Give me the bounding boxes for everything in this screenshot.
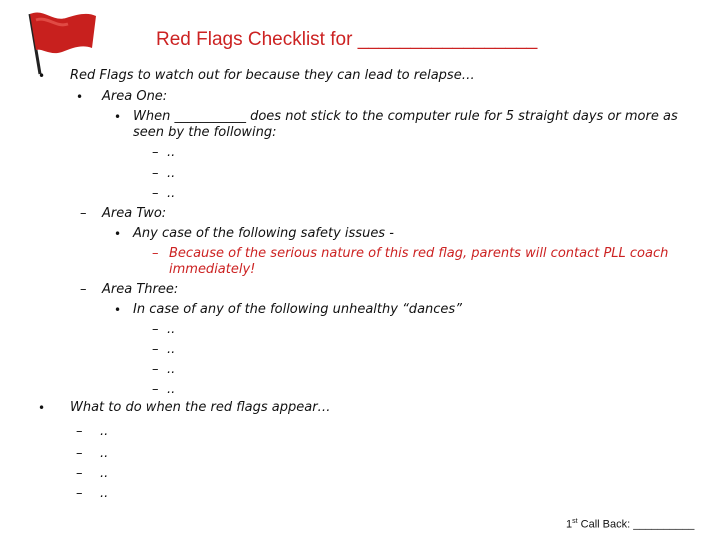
- area-three-item: ..: [167, 362, 176, 377]
- red-flag-icon: [22, 8, 102, 76]
- area-three-label: Area Three:: [102, 282, 179, 297]
- page-title: [156, 29, 537, 51]
- dash-icon: –: [152, 342, 159, 357]
- what-to-do-item: ..: [100, 486, 109, 501]
- dash-icon: –: [152, 166, 159, 181]
- area-three-item: ..: [167, 342, 176, 357]
- area-three-item: ..: [167, 322, 176, 337]
- bullet-icon: •: [114, 227, 122, 241]
- area-two-safety: Any case of the following safety issues -: [133, 226, 394, 241]
- area-two-label: Area Two:: [102, 206, 167, 221]
- dash-icon: –: [80, 282, 87, 297]
- dash-icon: –: [152, 145, 159, 160]
- title-text: Red Flags Checklist for: [156, 29, 358, 50]
- area-one-item: ..: [167, 145, 176, 160]
- intro-text: Red Flags to watch out for because they can lead to relapse…: [70, 68, 475, 83]
- area-one-item: ..: [167, 166, 176, 181]
- bullet-icon: •: [38, 401, 46, 415]
- dash-icon: –: [152, 362, 159, 377]
- what-to-do-item: ..: [100, 466, 109, 481]
- callback-label: Call Back: __________: [577, 518, 695, 531]
- bullet-icon: •: [114, 110, 122, 124]
- callback-ordinal: st: [572, 518, 578, 525]
- area-two-warning-line1: Because of the serious nature of this red flag, parents will contact PLL coach: [169, 246, 669, 261]
- dash-icon: –: [152, 186, 159, 201]
- dash-icon: –: [152, 246, 159, 261]
- dash-icon: –: [152, 322, 159, 337]
- area-one-label: Area One:: [102, 89, 168, 104]
- callback-field: [566, 518, 694, 531]
- dash-icon: –: [76, 466, 83, 481]
- area-one-rule-line1: When ___________ does not stick to the computer rule for 5 straight days or more as: [133, 109, 678, 124]
- area-three-item: ..: [167, 382, 176, 397]
- area-one-item: ..: [167, 186, 176, 201]
- callback-number: 1: [566, 518, 573, 531]
- dash-icon: –: [76, 424, 83, 439]
- dash-icon: –: [76, 446, 83, 461]
- area-two-warning-line2: immediately!: [169, 262, 256, 277]
- area-three-dances: In case of any of the following unhealthy “dances”: [133, 302, 462, 317]
- what-to-do-item: ..: [100, 446, 109, 461]
- bullet-icon: •: [38, 69, 46, 83]
- bullet-icon: •: [114, 303, 122, 317]
- bullet-icon: •: [76, 90, 84, 104]
- area-one-rule-line2: seen by the following:: [133, 125, 277, 140]
- what-to-do-item: ..: [100, 424, 109, 439]
- dash-icon: –: [152, 382, 159, 397]
- dash-icon: –: [76, 486, 83, 501]
- what-to-do-heading: What to do when the red flags appear…: [70, 400, 331, 415]
- title-blank: _________________: [357, 29, 538, 50]
- dash-icon: –: [80, 206, 87, 221]
